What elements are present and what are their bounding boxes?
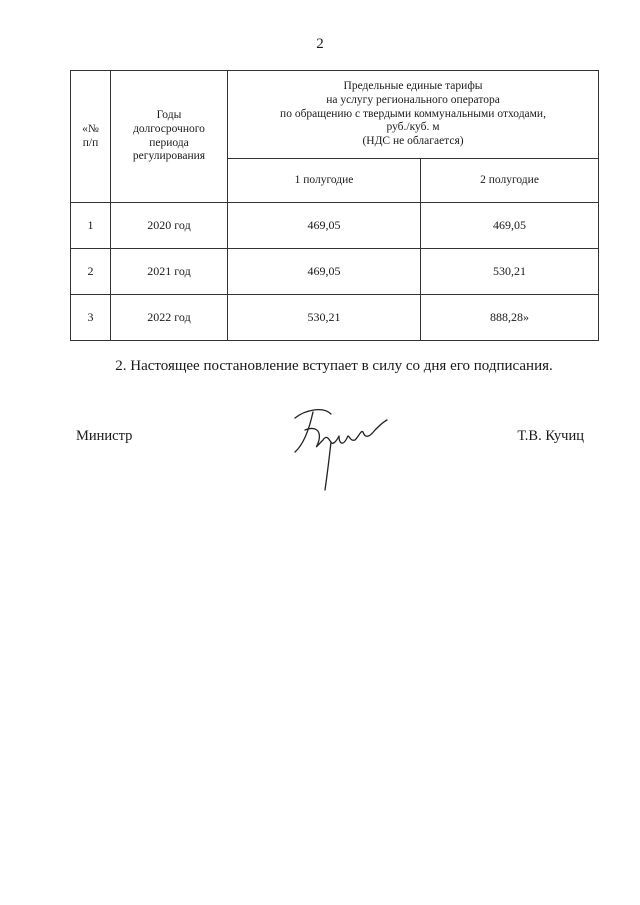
signatory-name: Т.В. Кучиц [517,428,584,444]
header-half1: 1 полугодие [228,159,421,203]
table-row [71,249,599,295]
page-number: 2 [316,36,324,52]
cell-half1: 469,05 [228,203,421,249]
table-row [71,295,599,341]
table-header-row [71,71,599,159]
table-row [71,203,599,249]
cell-num: 3 [71,295,111,341]
cell-year: 2021 год [111,249,228,295]
cell-half2: 469,05 [421,203,599,249]
header-num: «№ п/п [71,71,111,203]
header-years: Годы долгосрочного периода регулирования [111,71,228,203]
header-half2: 2 полугодие [421,159,599,203]
cell-half1: 469,05 [228,249,421,295]
cell-num: 2 [71,249,111,295]
handwritten-signature [283,400,393,495]
cell-half2: 888,28» [421,295,599,341]
header-tariff-title: Предельные единые тарифы на услугу регионального оператора по обращению с твердыми коммунальными отходами, руб./куб. м (НДС не облагается) [228,71,599,159]
cell-year: 2020 год [111,203,228,249]
cell-year: 2022 год [111,295,228,341]
effective-date-paragraph: 2. Настоящее постановление вступает в силу со дня его подписания. [115,358,553,374]
tariff-table [70,70,599,341]
cell-half1: 530,21 [228,295,421,341]
signatory-title: Министр [76,428,133,444]
cell-num: 1 [71,203,111,249]
cell-half2: 530,21 [421,249,599,295]
